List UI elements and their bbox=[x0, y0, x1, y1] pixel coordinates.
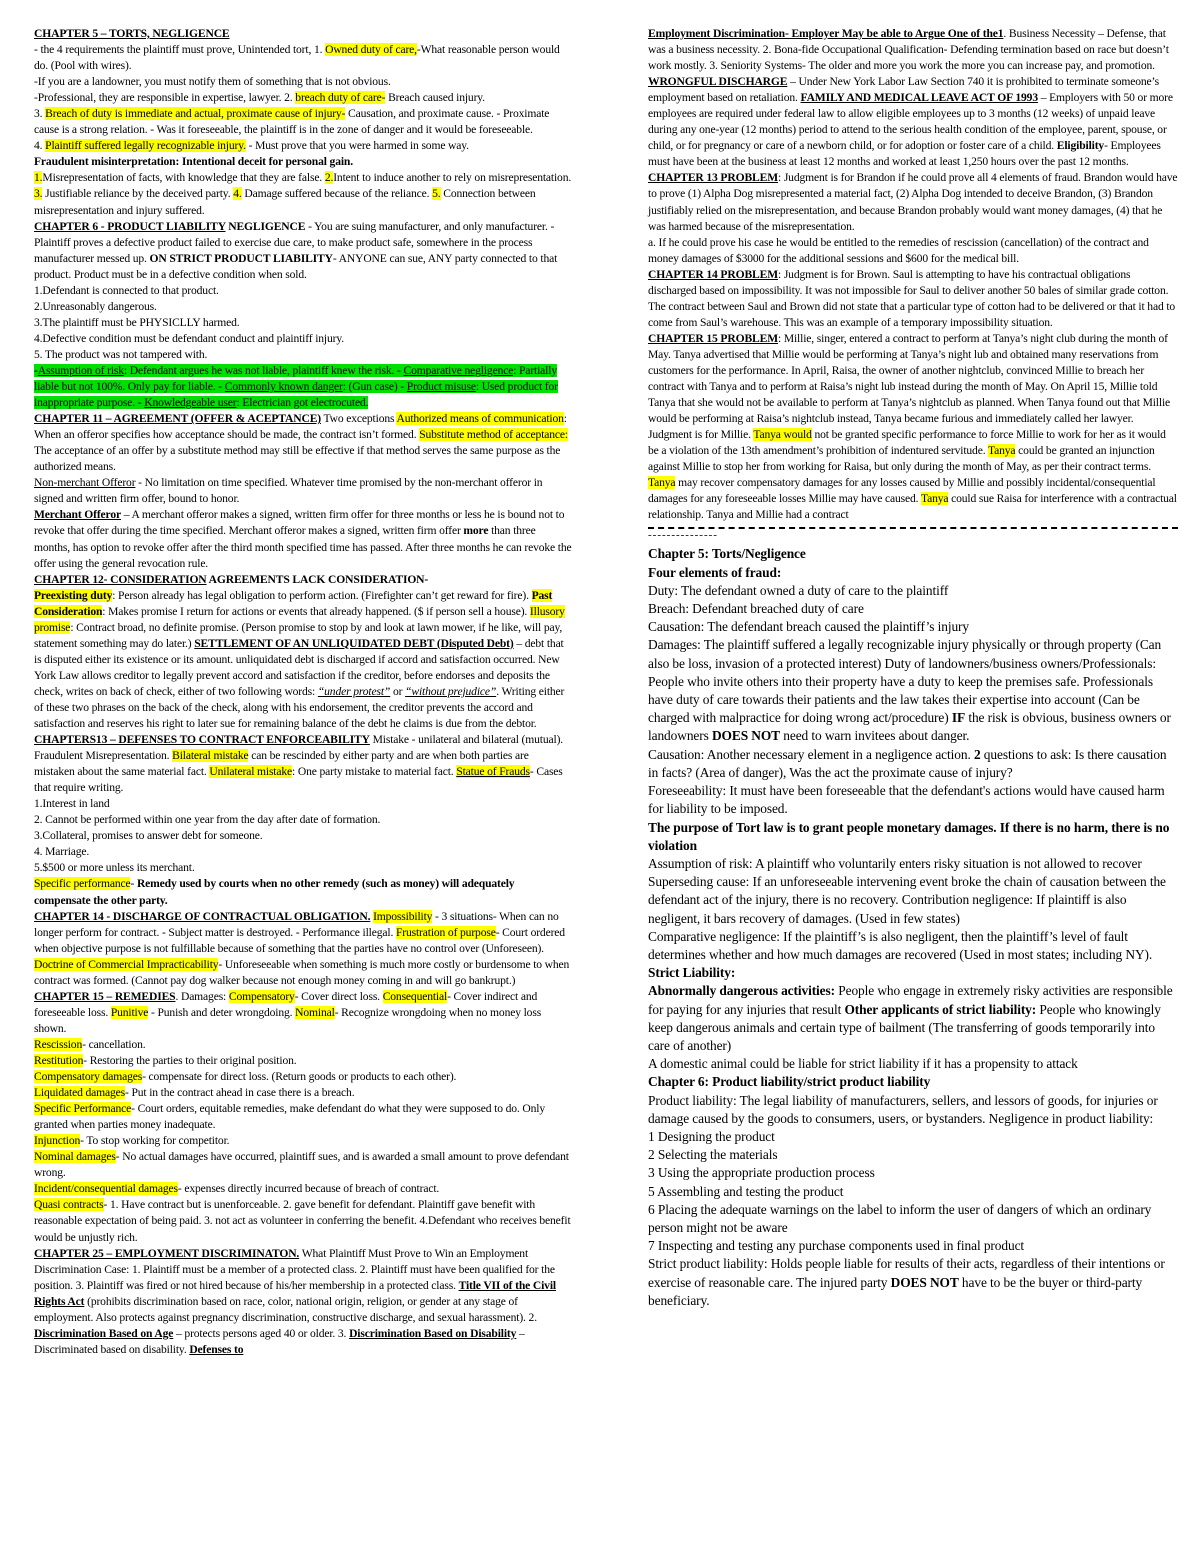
left-note-paragraph bbox=[34, 90, 572, 106]
right-note-paragraph bbox=[648, 475, 1178, 523]
text-run: - Put in the contract ahead in case there is a breach. bbox=[124, 1086, 355, 1100]
text-run: than three months, has option to revoke offer after the third month specified time has passed. After three months he can revoke the offer using the general revocation rule. bbox=[34, 524, 572, 570]
text-run: Intent to induce another to rely on misrepresentation. bbox=[333, 171, 572, 185]
text-run: : Makes promise I return for actions or events that already happened. ($ if person sell a house). bbox=[102, 604, 530, 618]
text-run: : Partially liable but not 100%. Only pay for liable. - bbox=[34, 363, 557, 394]
text-run: Defenses to bbox=[189, 1342, 244, 1356]
left-note-paragraph bbox=[34, 42, 572, 74]
right-column bbox=[648, 26, 1178, 1310]
text-run: IF bbox=[951, 710, 966, 726]
left-note-paragraph bbox=[34, 154, 572, 170]
text-run: Consequential bbox=[382, 989, 448, 1003]
text-run: Comparative negligence: If the plaintiff’s is also negligent, then the plaintiff’s level of fault determines whether and how much damages are recovered (Used in most states; including NY). bbox=[648, 928, 1153, 962]
left-note-paragraph bbox=[34, 1069, 572, 1085]
text-run: – protects persons aged 40 or older. 3. bbox=[173, 1326, 350, 1340]
text-run: Quasi contracts bbox=[34, 1198, 104, 1212]
text-run: or bbox=[390, 684, 406, 698]
left-note-paragraph bbox=[34, 347, 572, 363]
left-note-paragraph bbox=[34, 138, 572, 154]
text-run: . Damages: bbox=[175, 989, 229, 1003]
left-note-paragraph bbox=[34, 844, 572, 860]
left-note-paragraph bbox=[34, 828, 572, 844]
text-run: Nominal damages bbox=[34, 1150, 116, 1164]
text-run: - Restoring the parties to their original position. bbox=[83, 1054, 297, 1067]
text-run: People who knowingly keep dangerous animals and certain type of bailment (The transferring of goods temporarily into care of another) bbox=[648, 1001, 1161, 1053]
text-run: NEGLIGENCE bbox=[225, 219, 306, 233]
text-run: 1.Interest in land bbox=[34, 797, 110, 811]
text-run: - Must prove that you were harmed in some way. bbox=[245, 139, 469, 153]
text-run: Merchant Offeror bbox=[34, 508, 121, 522]
text-run: – debt that is disputed either its existence or its amount. unliquidated debt is discharged if accord and satisfaction occurred. New York Law allows creditor to legally prevent accord and satisfaction if the creditor, before endorses and deposits the check, writes on back of check, either of two following words: bbox=[34, 636, 564, 698]
summary-note-paragraph bbox=[648, 1055, 1178, 1073]
left-note-paragraph bbox=[34, 1181, 572, 1197]
text-run: Authorized means of communication bbox=[396, 412, 564, 426]
left-note-paragraph bbox=[34, 732, 572, 796]
text-run: 4. Marriage. bbox=[34, 845, 90, 859]
summary-note-paragraph bbox=[648, 618, 1178, 636]
text-run: breach duty of care- bbox=[295, 91, 386, 105]
text-run: - expenses directly incurred because of breach of contract. bbox=[177, 1182, 440, 1196]
text-run: Breach of duty is immediate and actual, proximate cause of injury- bbox=[45, 107, 346, 121]
right-note-paragraph bbox=[648, 170, 1178, 234]
text-run: Preexisting duty bbox=[34, 588, 113, 602]
text-run: DOES NOT bbox=[711, 728, 781, 744]
right-note-paragraph bbox=[648, 26, 1178, 170]
text-run: People who engage in extremely risky activities are responsible for paying for any injuries that result bbox=[648, 983, 1173, 1017]
text-run: CHAPTERS13 – DEFENSES TO CONTRACT ENFORCEABILITY bbox=[34, 733, 370, 747]
text-run: “under protest” bbox=[317, 684, 391, 698]
text-run: 7 Inspecting and testing any purchase components used in final product bbox=[648, 1238, 1025, 1254]
text-run: - Court orders, equitable remedies, make defendant do what they were supposed to do. Only granted when parties money inadequate. bbox=[34, 1102, 546, 1132]
text-run: - Employees must have been at the business at least 12 months and worked at least 1,250 hours over the past 12 months. bbox=[648, 139, 1161, 169]
text-run: Comparative negligence bbox=[403, 363, 514, 377]
left-note-paragraph bbox=[34, 299, 572, 315]
text-run: Strict product liability: Holds people liable for results of their acts, regardless of their intentions or exercise of reasonable care. The injured party bbox=[648, 1256, 1165, 1290]
left-note-paragraph bbox=[34, 876, 572, 908]
text-run: 3.The plaintiff must be PHYSICLLY harmed. bbox=[34, 315, 240, 329]
text-run: Discrimination Based on Disability bbox=[349, 1326, 517, 1340]
text-run: 5. bbox=[432, 187, 441, 201]
left-note-paragraph bbox=[34, 170, 572, 218]
text-run: : One party mistake to material fact. bbox=[292, 765, 457, 779]
summary-note-paragraph bbox=[648, 564, 1178, 582]
summary-note-paragraph bbox=[648, 1128, 1178, 1146]
left-note-paragraph bbox=[34, 860, 572, 876]
summary-note-paragraph bbox=[648, 545, 1178, 563]
text-run: Fraudulent misinterpretation: Intentional deceit for personal gain. bbox=[34, 155, 353, 169]
left-note-paragraph bbox=[34, 74, 572, 90]
text-run: CHAPTER 15 PROBLEM bbox=[648, 331, 778, 345]
text-run: Causation: Another necessary element in a negligence action. bbox=[648, 746, 974, 762]
text-run: Strict Liability: bbox=[648, 965, 736, 981]
summary-note-paragraph bbox=[648, 782, 1178, 818]
summary-note-paragraph bbox=[648, 1237, 1178, 1255]
text-run: - Unforeseeable when something is much more costly or burdensome to when contract was formed. (Cannot pay dog walker because not enough money coming in and will go bankrupt.) bbox=[34, 957, 570, 987]
text-run: 3. bbox=[34, 107, 46, 121]
text-run: CHAPTER 15 – REMEDIES bbox=[34, 989, 176, 1003]
text-run: Tanya bbox=[648, 476, 676, 490]
text-run: What Plaintiff Must Prove to Win an Employment Discrimination Case: 1. Plaintiff must be a member of a protected class. 2. Plaintiff must have been qualified for the position. 3. Plaintiff was fired or not hired because of his/her membership in a protected class. bbox=[34, 1246, 555, 1292]
text-run: - Recognize wrongdoing when no money loss shown. bbox=[34, 1005, 542, 1035]
left-note-paragraph bbox=[34, 1037, 572, 1053]
text-run: Causation, and proximate cause. - Proximate cause is a strong relation. - Was it foreseeable, the plaintiff is in the zone of danger and it would be foreseeable. bbox=[34, 107, 550, 137]
text-run: 5 Assembling and testing the product bbox=[648, 1183, 844, 1199]
text-run: Rescission bbox=[34, 1037, 83, 1051]
right-note-paragraph bbox=[648, 267, 1178, 331]
left-note-paragraph bbox=[34, 989, 572, 1037]
text-run: Justifiable reliance by the deceived party. bbox=[42, 187, 234, 201]
left-note-paragraph bbox=[34, 507, 572, 571]
left-note-paragraph bbox=[34, 219, 572, 283]
left-note-paragraph bbox=[34, 1197, 572, 1245]
text-run: - 3 situations- When can no longer perform for contract. - Subject matter is destroyed. - Performance illegal. bbox=[34, 909, 559, 939]
text-run: : Judgment is for Brandon if he could prove all 4 elements of fraud. Brandon would have to prove (1) Alpha Dog misrepresented a material fact, (2) Alpha Dog intended to deceive Brandon, (3) Brandon justifiably relied on the misrepresentation, and because Brandon probably would want money damages, (4) that he was harmed because of the misrepresentation. bbox=[648, 171, 1178, 233]
text-run: -Professional, they are responsible in expertise, lawyer. 2. bbox=[34, 91, 296, 105]
text-run: : (Gun case) - bbox=[342, 380, 407, 394]
text-run: Two exceptions bbox=[321, 412, 397, 426]
text-run: “without prejudice” bbox=[405, 684, 497, 698]
text-run: 2. Cannot be performed within one year from the day after date of formation. bbox=[34, 813, 381, 827]
text-run: - Cases that require writing. bbox=[34, 765, 563, 795]
text-run: CHAPTER 11 – AGREEMENT (OFFER & ACEPTANCE) bbox=[34, 412, 321, 426]
summary-note-paragraph bbox=[648, 636, 1178, 745]
text-run: – Under New York Labor Law Section 740 it is prohibited to terminate someone’s employment based on retaliation. bbox=[648, 75, 1159, 105]
left-note-paragraph bbox=[34, 106, 572, 138]
summary-note-paragraph bbox=[648, 1164, 1178, 1182]
summary-note-paragraph bbox=[648, 1092, 1178, 1128]
text-run: – Discriminated based on disability. bbox=[34, 1326, 525, 1356]
text-run: Breach caused injury. bbox=[385, 91, 485, 105]
text-run: Restitution bbox=[34, 1054, 84, 1067]
text-run: Statue of Frauds bbox=[456, 765, 530, 779]
text-run: : Person already has legal obligation to perform action. (Firefighter can’t get reward for fire). bbox=[112, 588, 532, 602]
text-run: Compensatory damages bbox=[34, 1070, 143, 1084]
left-note-paragraph bbox=[34, 572, 572, 588]
summary-note-paragraph bbox=[648, 873, 1178, 928]
summary-note-paragraph bbox=[648, 928, 1178, 964]
text-run: SETTLEMENT OF AN UNLIQUIDATED DEBT (Disputed Debt) bbox=[194, 636, 514, 650]
text-run: Liquidated damages bbox=[34, 1086, 125, 1100]
text-run: - bbox=[34, 363, 38, 377]
summary-note-paragraph bbox=[648, 1073, 1178, 1091]
text-run: 1 Designing the product bbox=[648, 1128, 775, 1144]
text-run: CHAPTER 13 PROBLEM bbox=[648, 171, 778, 185]
text-run: . Business Necessity – Defense, that was a business necessity. 2. Bona-fide Occupational Qualification- Defending termination based on race but doesn’t work mostly. 3. Seniority Systems- The older and more you work the more you can increase pay, and promotion. bbox=[648, 27, 1169, 73]
text-run: Damage suffered because of the reliance. bbox=[241, 187, 433, 201]
left-note-paragraph bbox=[34, 1246, 572, 1358]
text-run: could be granted an injunction against Millie to stop her from working for Raisa, but only during the month of May, as per their contract terms. bbox=[648, 444, 1155, 474]
text-run: : Millie, singer, entered a contract to perform at Tanya’s night club during the month of May. Tanya advertised that Millie would be performing at Tanya’s night lub and obtained many reservations from customers for the performance. In April, Raisa, the owner of another nightclub, convinced Millie to breach her contract with Tanya and to perform at Raisa’s night lub instead during the month of May. On April 15, Millie told Tanya that she would not be available to perform at Tanya’s nightclub as planned. When Tanya found out that Millie would be performing at Raisa’s nightclub instead, Tanya became furious and immediately called her lawyer. Judgment is for Millie. bbox=[648, 331, 1171, 442]
text-run: - Cover indirect and foreseeable loss. bbox=[34, 989, 538, 1019]
text-run: Past Consideration bbox=[34, 588, 553, 618]
text-run: 1. bbox=[34, 171, 43, 185]
text-run: Eligibility bbox=[1056, 139, 1105, 153]
text-run: Duty: The defendant owned a duty of care to the plaintiff bbox=[648, 582, 949, 598]
text-run: 3.Collateral, promises to answer debt for someone. bbox=[34, 829, 263, 843]
text-run: Chapter 5: Torts/Negligence bbox=[648, 546, 806, 562]
right-note-paragraph bbox=[648, 235, 1178, 267]
text-run: Superseding cause: If an unforeseeable intervening event broke the chain of causation between the defendant act of the injury, there is no recovery. Contribution negligence: If plaintiff is also negligent, it bars recovery of damages. (Used in few states) bbox=[648, 874, 1166, 926]
text-run: AGREEMENTS LACK CONSIDERATION- bbox=[206, 572, 429, 586]
text-run: a. If he could prove his case he would be entitled to the remedies of rescission (cancellation) of the contract and money damages of $3000 for the additional sessions and $600 for the medical bill. bbox=[648, 235, 1149, 265]
text-run: CHAPTER 14 - DISCHARGE OF CONTRACTUAL OBLIGATION. bbox=[34, 909, 371, 923]
left-note-paragraph bbox=[34, 315, 572, 331]
text-run: CHAPTER 12- CONSIDERATION bbox=[34, 572, 207, 586]
right-note-paragraph bbox=[648, 331, 1178, 475]
text-run: - compensate for direct loss. (Return goods or products to each other). bbox=[142, 1070, 457, 1084]
text-run: - Court ordered when objective purpose is not fulfillable because of something that the parties have no control over (Unforeseen). bbox=[34, 925, 565, 955]
text-run: Fraudulent Misrepresentation. bbox=[34, 749, 173, 763]
left-note-paragraph bbox=[34, 363, 572, 411]
divider-dashes: --------------- bbox=[648, 529, 718, 542]
text-run: Impossibility bbox=[373, 909, 433, 923]
text-run: Title VII of the Civil Rights Act bbox=[34, 1278, 556, 1308]
text-run: : Contract broad, no definite promise. (Person promise to stop by and look at lawn mower, if he like, will pay, statement something may do later.) bbox=[34, 620, 563, 650]
left-note-paragraph bbox=[34, 411, 572, 475]
text-run: CHAPTER 14 PROBLEM bbox=[648, 267, 778, 281]
text-run: Product misuse bbox=[406, 380, 476, 394]
text-run: Remedy used by courts when no other remedy (such as money) will adequately compensate the other party. bbox=[34, 877, 515, 907]
text-run: : Electrician got electrocuted. bbox=[236, 396, 369, 410]
left-note-paragraph bbox=[34, 1133, 572, 1149]
text-run: need to warn invitees about danger. bbox=[780, 728, 970, 744]
text-run: Damages: The plaintiff suffered a legally recognizable injury physically or through property (Can also be loss, invasion of a protected interest) Duty of landowners/business owners/Professionals: People who invite others into their property have a duty to keep the premises safe. Professionals have duty of care towards their patients and the law takes their expertise into account (Can be charged with malpractice for doing wrong act/procedure) bbox=[648, 637, 1162, 726]
summary-note-paragraph bbox=[648, 982, 1178, 1055]
text-run: 2 bbox=[973, 746, 981, 762]
text-run: 2. bbox=[324, 171, 334, 185]
text-run: 5.$500 or more unless its merchant. bbox=[34, 861, 195, 875]
left-note-paragraph bbox=[34, 909, 572, 989]
text-run: 4.Defective condition must be defendant conduct and plaintiff injury. bbox=[34, 331, 344, 345]
text-run: 6 Placing the adequate warnings on the label to inform the user of dangers of which an ordinary person might not be aware bbox=[648, 1201, 1152, 1235]
text-run: Illusory promise bbox=[34, 604, 565, 634]
text-run: 5. The product was not tampered with. bbox=[34, 347, 208, 361]
text-run: Non-merchant Offeror bbox=[34, 476, 136, 490]
text-run: Other applicants of strict liability: bbox=[844, 1001, 1037, 1017]
text-run: not be granted specific performance to force Millie to work for her as it would be a violation of the 13th amendment’s prohibition of indentured servitude. bbox=[648, 428, 1166, 458]
text-run: Incident/consequential damages bbox=[34, 1182, 178, 1196]
text-run: - ANYONE can sue, ANY party connected to that product. Product must be in a defective condition when sold. bbox=[34, 251, 558, 281]
left-note-paragraph bbox=[34, 1053, 572, 1069]
text-run: The purpose of Tort law is to grant people monetary damages. If there is no harm, there is no violation bbox=[648, 819, 1170, 853]
left-note-paragraph bbox=[34, 26, 572, 42]
right-notes-top bbox=[648, 26, 1178, 523]
text-run: Specific performance bbox=[34, 877, 131, 891]
text-run: -If you are a landowner, you must notify them of something that is not obvious. bbox=[34, 75, 391, 89]
text-run: Doctrine of Commercial Impracticability bbox=[34, 957, 219, 971]
text-run: A domestic animal could be liable for strict liability if it has a propensity to attack bbox=[648, 1056, 1078, 1072]
text-run: CHAPTER 6 - PRODUCT LIABILITY bbox=[34, 219, 226, 233]
text-run: 1.Defendant is connected to that product. bbox=[34, 283, 219, 297]
text-run: Abnormally dangerous activities: bbox=[648, 983, 835, 999]
text-run: . Writing either of these two phrases on the back of the check, along with his endorsement, the creditor prevents the accord and satisfaction and reserves his right to later sue for remaining balance of the debt he claims is due from the debtor. bbox=[34, 684, 565, 731]
text-run: – A merchant offeror makes a signed, written firm offer for three months or less he is bound not to revoke that offer during the time specified. Merchant offeror makes a signed, written firm offer bbox=[34, 508, 565, 538]
text-run: Bilateral mistake bbox=[172, 749, 249, 763]
left-note-paragraph bbox=[34, 812, 572, 828]
text-run: Substitute method of acceptance: bbox=[419, 428, 568, 442]
text-run: Employment Discrimination- Employer May be able to Argue One of the1 bbox=[648, 27, 1004, 40]
text-run: - You are suing manufacturer, and only manufacturer. - Plaintiff proves a defective product failed to exercise due care, to make product safe, somewhere in the process manufacturer messed up. bbox=[34, 219, 555, 265]
text-run: Assumption of risk bbox=[37, 363, 124, 377]
text-run: : Judgment is for Brown. Saul is attempting to have his contractual obligations discharged based on impossibility. It was not impossible for Saul to deliver another 50 bales of similar grade cotton. The contract between Saul and Brown did not state that a particular type of cotton had to be delivered or that it had to come from Saul’s warehouse. This was an example of a temporary impossibility situation. bbox=[648, 267, 1176, 329]
text-run: 2 Selecting the materials bbox=[648, 1147, 778, 1163]
text-run: CHAPTER 25 – EMPLOYMENT DISCRIMINATON. bbox=[34, 1246, 300, 1260]
text-run: Causation: The defendant breach caused the plaintiff’s injury bbox=[648, 619, 969, 635]
text-run: Injunction bbox=[34, 1134, 81, 1148]
text-run: CHAPTER 5 – TORTS, NEGLIGENCE bbox=[34, 27, 230, 40]
left-note-paragraph bbox=[34, 588, 572, 732]
summary-note-paragraph bbox=[648, 1255, 1178, 1310]
summary-note-paragraph bbox=[648, 819, 1178, 855]
text-run: Frustration of purpose bbox=[395, 925, 496, 939]
summary-note-paragraph bbox=[648, 600, 1178, 618]
text-run: Tanya bbox=[920, 492, 949, 506]
left-note-paragraph bbox=[34, 475, 572, 507]
text-run: 3 Using the appropriate production process bbox=[648, 1165, 875, 1181]
text-run: Discrimination Based on Age bbox=[34, 1326, 174, 1340]
summary-note-paragraph bbox=[648, 582, 1178, 600]
summary-note-paragraph bbox=[648, 964, 1178, 982]
text-run: : When an offeror specifies how acceptance should be made, the contract isn’t formed. bbox=[34, 412, 567, 442]
text-run: - 1. Have contract but is unenforceable. 2. gave benefit for defendant. Plaintiff gave benefit with reasonable expectation of being paid. 3. not act as volunteer in conferring the benefit. 4.Defendant who receives benefit would be unjustly rich. bbox=[34, 1198, 571, 1244]
text-run: Owned duty of care, bbox=[325, 43, 417, 57]
text-run: - Cover direct loss. bbox=[294, 989, 383, 1003]
summary-note-paragraph bbox=[648, 1183, 1178, 1201]
text-run: Breach: Defendant breached duty of care bbox=[648, 601, 864, 617]
left-note-paragraph bbox=[34, 796, 572, 812]
text-run: may recover compensatory damages for any losses caused by Millie and possibly incidental/consequential damages for any foreseeable losses Millie may have caused. bbox=[648, 476, 1156, 506]
text-run: Assumption of risk: A plaintiff who voluntarily enters risky situation is not allowed to recover bbox=[648, 855, 1142, 871]
text-run: the risk is obvious, business owners or landowners bbox=[648, 710, 1171, 744]
text-run: - No limitation on time specified. Whatever time promised by the non-merchant offeror in signed and written firm offer, bound to honor. bbox=[34, 476, 543, 506]
left-note-paragraph bbox=[34, 283, 572, 299]
text-run: 3. bbox=[34, 187, 43, 201]
summary-note-paragraph bbox=[648, 746, 1178, 782]
left-note-paragraph bbox=[34, 331, 572, 347]
text-run: Tanya would bbox=[753, 428, 812, 442]
text-run: Foreseeability: It must have been foreseeable that the defendant's actions would have caused harm for liability to be imposed. bbox=[648, 783, 1165, 817]
text-run: FAMILY AND MEDICAL LEAVE ACT OF 1993 bbox=[800, 91, 1038, 105]
text-run: Unilateral mistake bbox=[209, 765, 293, 779]
text-run: - cancellation. bbox=[82, 1037, 146, 1051]
text-run: (prohibits discrimination based on race, color, national origin, religion, or gender at any stage of employment. Also protects against pregnancy discrimination, constructive discharge, and sexual harassment). 2. bbox=[34, 1294, 537, 1324]
text-run: - No actual damages have occurred, plaintiff sues, and is awarded a small amount to prove defendant wrong. bbox=[34, 1150, 569, 1180]
text-run: could sue Raisa for interference with a contractual relationship. Tanya and Millie had a contract bbox=[648, 492, 1177, 522]
text-run: Punitive bbox=[110, 1005, 149, 1019]
text-run: Mistake - unilateral and bilateral (mutual). bbox=[369, 733, 564, 747]
summary-note-paragraph bbox=[648, 1146, 1178, 1164]
text-run: WRONGFUL DISCHARGE bbox=[648, 75, 788, 89]
text-run: - the 4 requirements the plaintiff must prove, Unintended tort, 1. bbox=[34, 43, 326, 57]
text-run: Tanya bbox=[988, 444, 1016, 458]
text-run: Product liability: The legal liability of manufacturers, sellers, and lessors of goods, for injuries or damage caused by the goods to consumers, users, or bystanders. Negligence in product liability: bbox=[648, 1092, 1158, 1126]
text-run: Commonly known danger bbox=[224, 380, 343, 394]
left-note-paragraph bbox=[34, 1149, 572, 1181]
left-note-paragraph bbox=[34, 1101, 572, 1133]
text-run: Compensatory bbox=[228, 989, 295, 1003]
text-run: Knowledgeable user bbox=[144, 396, 237, 410]
text-run: - Punish and deter wrongdoing. bbox=[148, 1005, 296, 1019]
text-run: have to be the buyer or third-party beneficiary. bbox=[648, 1274, 1143, 1308]
text-run: 4. bbox=[34, 139, 46, 153]
text-run: : Used product for inappropriate purpose. - bbox=[34, 380, 558, 410]
text-run: can be rescinded by either party and are when both parties are mistaken about the same material fact. bbox=[34, 749, 529, 779]
text-run: The acceptance of an offer by a substitute method may still be effective if that method serves the same purpose as the authorized means. bbox=[34, 444, 561, 474]
text-run: : Defendant argues he was not liable, plaintiff knew the risk. - bbox=[123, 363, 404, 377]
text-run: Connection between misrepresentation and injury suffered. bbox=[34, 187, 536, 217]
text-run: more bbox=[463, 524, 489, 538]
text-run: Misrepresentation of facts, with knowledge that they are false. bbox=[42, 171, 325, 185]
right-notes-summary bbox=[648, 545, 1178, 1310]
text-run: Nominal bbox=[295, 1005, 335, 1019]
text-run: Four elements of fraud: bbox=[648, 564, 782, 580]
text-run: -What reasonable person would do. (Pool with wires). bbox=[34, 43, 560, 73]
text-run: ON STRICT PRODUCT LIABILITY bbox=[149, 251, 333, 265]
summary-note-paragraph bbox=[648, 855, 1178, 873]
summary-note-paragraph bbox=[648, 1201, 1178, 1237]
text-run: - bbox=[130, 877, 137, 891]
text-run: DOES NOT bbox=[890, 1274, 959, 1290]
text-run: questions to ask: Is there causation in facts? (Area of danger), Was the act the proximate cause of injury? bbox=[648, 746, 1167, 780]
left-column bbox=[34, 26, 572, 1358]
left-note-paragraph bbox=[34, 1085, 572, 1101]
text-run: Plaintiff suffered legally recognizable injury. bbox=[45, 139, 246, 153]
text-run: - To stop working for competitor. bbox=[80, 1134, 230, 1148]
text-run: 4. bbox=[233, 187, 242, 201]
left-notes bbox=[34, 26, 572, 1358]
text-run: – Employers with 50 or more employees are required under federal law to allow eligible employees up to 3 months (12 weeks) of unpaid leave during any one-year (12 months) period to attend to the serious health condition of the employee, parent, spouse, or child, or for pregnancy or care of a newborn child, or for adoption or foster care of a child. bbox=[648, 91, 1173, 153]
text-run: 2.Unreasonably dangerous. bbox=[34, 299, 157, 313]
text-run: Chapter 6: Product liability/strict product liability bbox=[648, 1074, 931, 1090]
text-run: Specific Performance bbox=[34, 1102, 132, 1116]
